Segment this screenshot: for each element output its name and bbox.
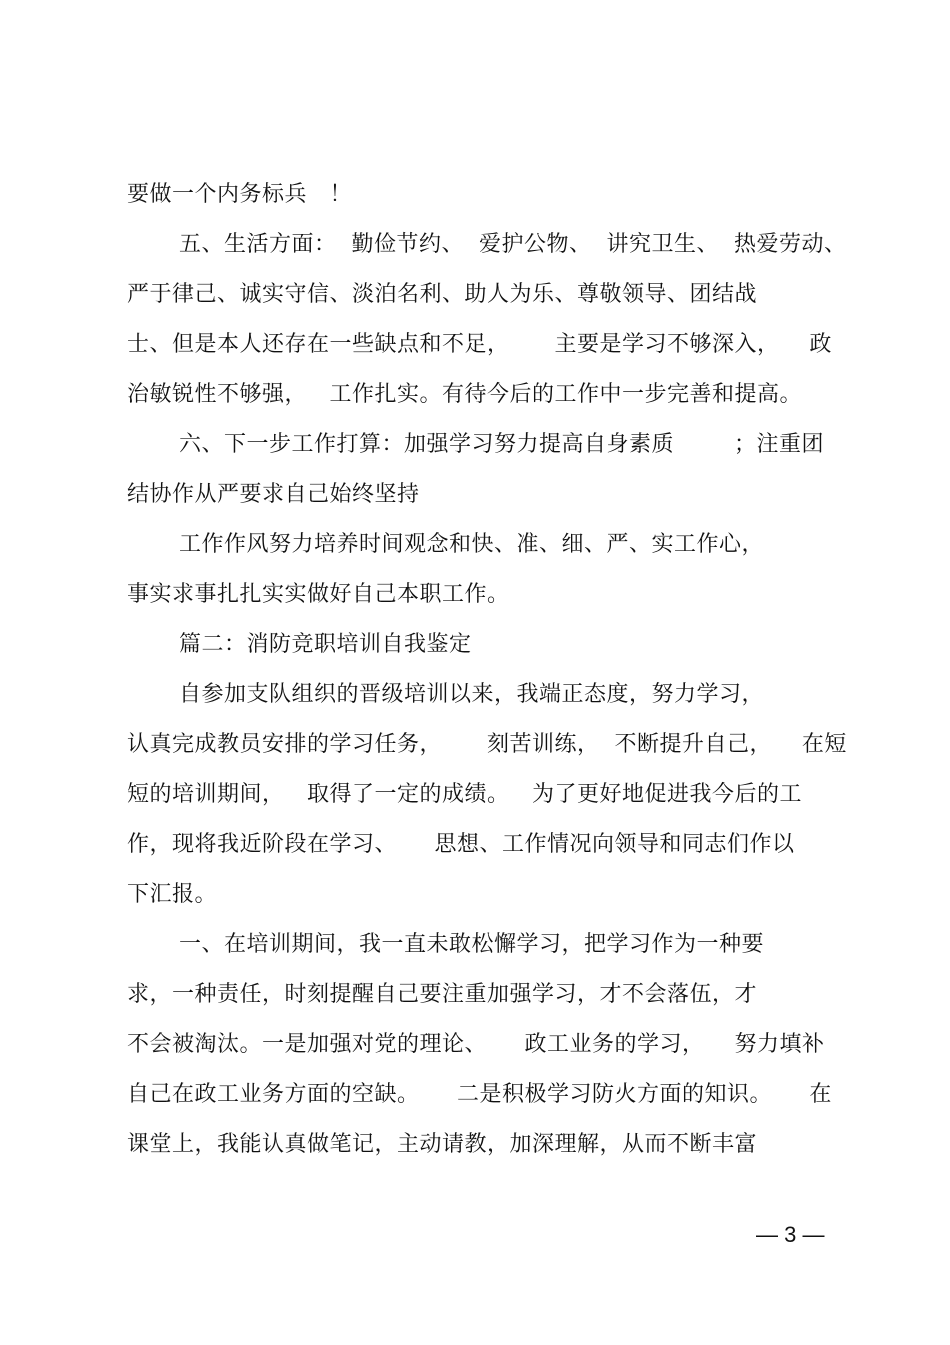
text-line: 自参加支队组织的晋级培训以来，我端正态度，努力学习， [179, 682, 765, 707]
text-line: 六、下一步工作打算：加强学习努力提高自身素质 ；注重团 [179, 432, 824, 457]
text-line: 要做一个内务标兵 ！ [127, 182, 352, 207]
text-line: 认真完成教员安排的学习任务， 刻苦训练， 不断提升自己， 在短 [127, 732, 847, 757]
text-line: 结协作从严要求自己始终坚持 [127, 482, 420, 507]
text-line: 一、在培训期间，我一直未敢松懈学习，把学习作为一种要 [179, 932, 765, 957]
text-line: 严于律己、诚实守信、淡泊名利、助人为乐、尊敬领导、团结战 [127, 282, 758, 307]
section-heading: 篇二：消防竞职培训自我鉴定 [179, 632, 472, 657]
text-line: 求，一种责任，时刻提醒自己要注重加强学习，才不会落伍，才 [127, 982, 758, 1007]
text-line: 作，现将我近阶段在学习、 思想、工作情况向领导和同志们作以 [127, 832, 795, 857]
text-line: 自己在政工业务方面的空缺。 二是积极学习防火方面的知识。 在 [127, 1082, 832, 1107]
text-line: 五、生活方面： 勤俭节约、 爱护公物、 讲究卫生、 热爱劳动、 [179, 232, 847, 257]
text-line: 下汇报。 [127, 882, 218, 907]
text-line: 事实求事扎扎实实做好自己本职工作。 [127, 582, 510, 607]
text-line: 不会被淘汰。一是加强对党的理论、 政工业务的学习， 努力填补 [127, 1032, 825, 1057]
page-number: — 3 — [756, 1222, 825, 1247]
text-line: 士、但是本人还存在一些缺点和不足， 主要是学习不够深入， 政 [127, 332, 832, 357]
text-line: 短的培训期间， 取得了一定的成绩。 为了更好地促进我今后的工 [127, 782, 802, 807]
text-line: 治敏锐性不够强， 工作扎实。有待今后的工作中一步完善和提高。 [127, 382, 802, 407]
text-line: 工作作风努力培养时间观念和快、准、细、严、实工作心， [179, 532, 765, 557]
text-line: 课堂上，我能认真做笔记，主动请教，加深理解，从而不断丰富 [127, 1132, 758, 1157]
